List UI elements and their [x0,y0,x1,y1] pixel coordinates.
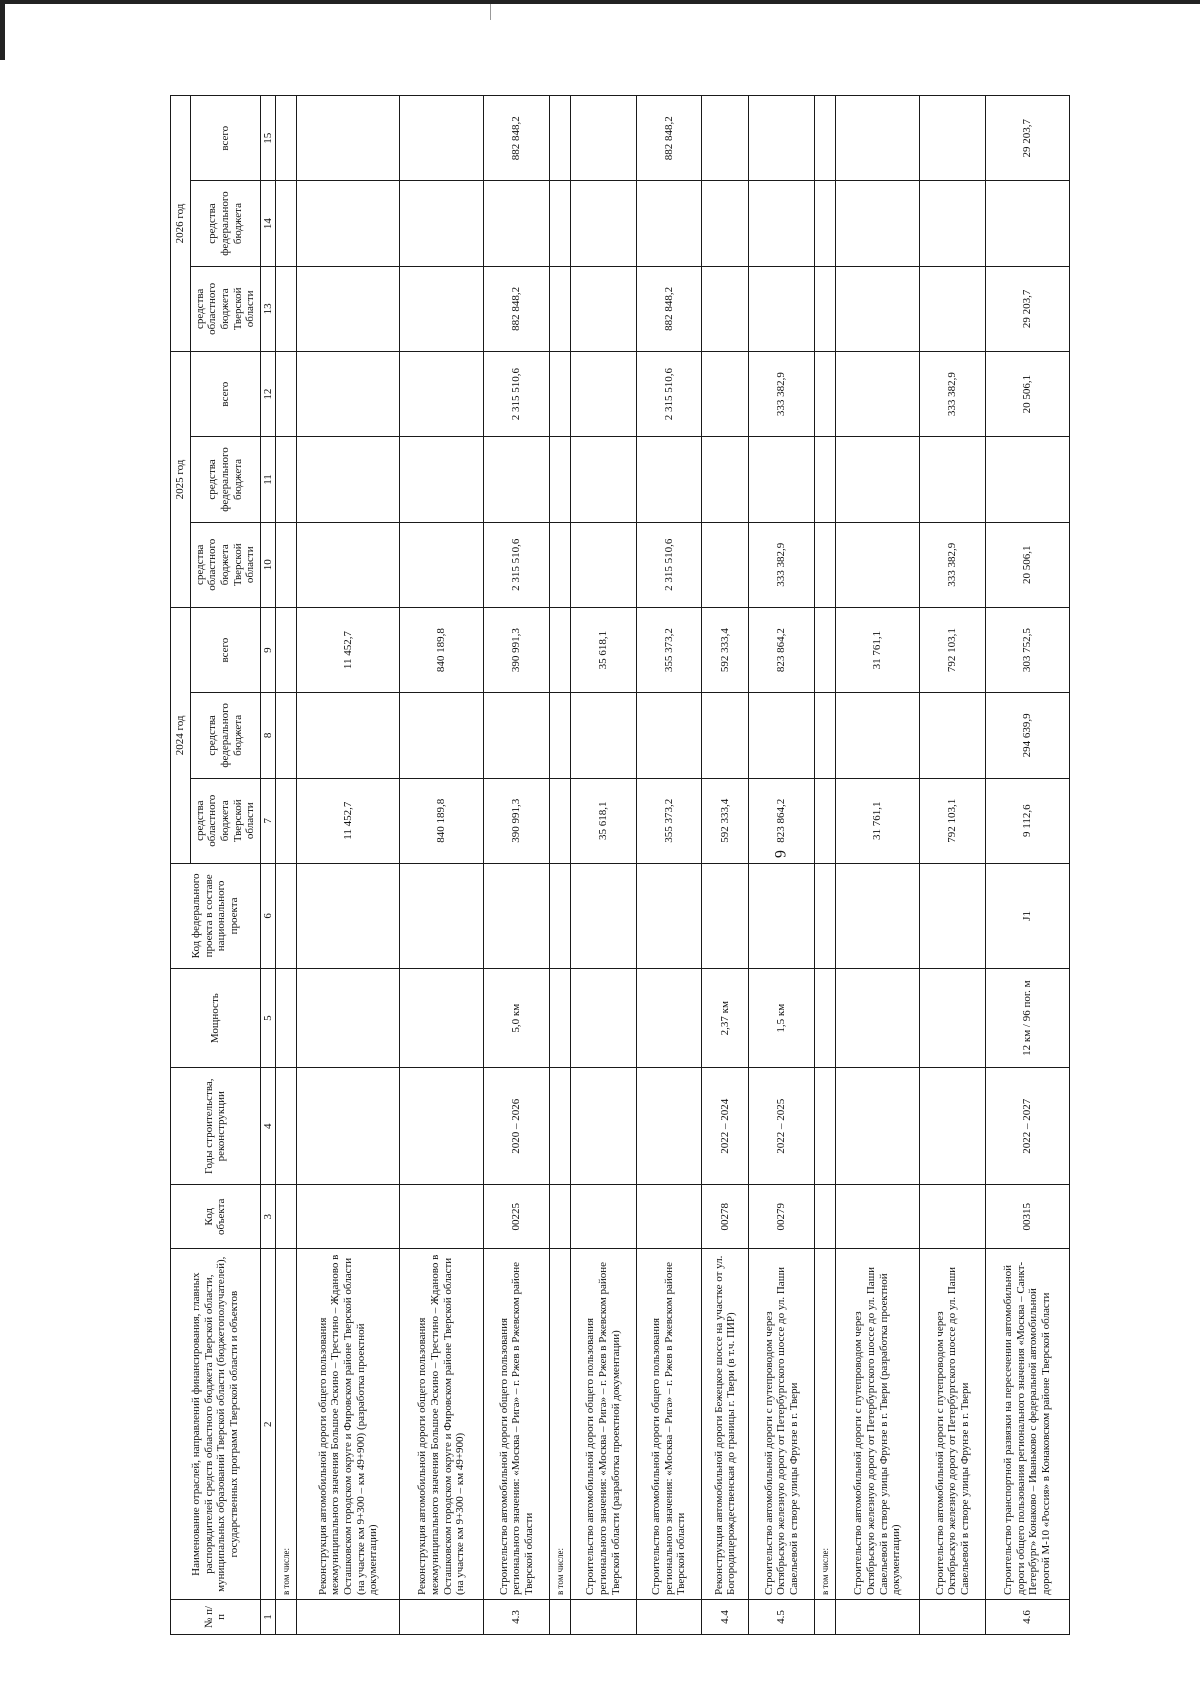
federal-2025-cell [815,437,836,522]
total-2024-cell: 11 452,7 [297,607,400,692]
regional-2025-cell [815,522,836,607]
federal-project-code-cell [749,863,815,968]
column-number: 8 [260,693,276,778]
total-2024-cell: 355 373,2 [636,607,702,692]
regional-2024-cell: 31 761,1 [836,778,920,863]
total-2026-cell: 882 848,2 [484,96,550,181]
object-code-cell: 00225 [484,1185,550,1249]
federal-project-code-cell [549,863,570,968]
construction-years-cell [570,1068,636,1185]
total-2025-cell: 333 382,9 [749,352,815,437]
object-name-cell: Реконструкция автомобильной дороги общего пользования межмуниципального значения Большое Эскино – Трестино – Жданово в Осташковском городском округе и Фировском районе Тверской области (на участке км 9+300 – км 49+900) [400,1249,484,1600]
object-code-cell [636,1185,702,1249]
object-name-cell: Строительство автомобильной дороги с путепроводом через Октябрьскую железную дорогу от Петербургского шоссе до ул. Паши Савельевой в створе улицы Фрунзе в г. Твери (разработка проектной документации) [836,1249,920,1600]
total-2026-cell [276,96,297,181]
header-total-2025: всего [190,352,260,437]
regional-2024-cell: 823 864,2 [749,778,815,863]
object-code-cell [400,1185,484,1249]
federal-2025-cell [297,437,400,522]
regional-2024-cell [276,778,297,863]
header-federal-2024: средства федерального бюджета [190,693,260,778]
table-row [749,96,815,1635]
object-code-cell: 00279 [749,1185,815,1249]
total-2026-cell [400,96,484,181]
regional-2025-cell: 20 506,1 [985,522,1069,607]
header-year-2024: 2024 год [171,607,191,863]
regional-2024-cell: 840 189,8 [400,778,484,863]
total-2026-cell: 882 848,2 [636,96,702,181]
header-year-2026: 2026 год [171,96,191,352]
regional-2025-cell [400,522,484,607]
total-2024-cell: 31 761,1 [836,607,920,692]
object-code-cell [836,1185,920,1249]
object-name-cell: Строительство автомобильной дороги общего пользования регионального значения: «Москва – Рига» – г. Ржев в Ржевском районе Тверской области [636,1249,702,1600]
capacity-cell [400,969,484,1068]
total-2024-cell: 840 189,8 [400,607,484,692]
header-regional-2024: средства областного бюджета Тверской области [190,778,260,863]
column-number: 15 [260,96,276,181]
regional-2026-cell [297,266,400,351]
total-2024-cell: 390 991,3 [484,607,550,692]
scan-edge-top [0,0,1200,4]
column-number: 1 [260,1599,276,1634]
construction-years-cell: 2022 – 2027 [985,1068,1069,1185]
column-number: 14 [260,181,276,266]
regional-2024-cell: 9 112,6 [985,778,1069,863]
regional-2024-cell: 792 103,1 [920,778,986,863]
regional-2026-cell: 882 848,2 [636,266,702,351]
object-code-cell [570,1185,636,1249]
scan-speck [490,4,491,20]
regional-2025-cell [570,522,636,607]
regional-2025-cell [549,522,570,607]
federal-project-code-cell [484,863,550,968]
regional-2026-cell: 882 848,2 [484,266,550,351]
total-2025-cell [570,352,636,437]
regional-2026-cell [549,266,570,351]
object-name-cell: Строительство автомобильной дороги общего пользования регионального значения: «Москва – Рига» – г. Ржев в Ржевском районе Тверской области (разработка проектной документации) [570,1249,636,1600]
object-name-cell: Реконструкция автомобильной дороги Бежецкое шоссе на участке от ул. Богородицерождественская до границы г. Твери (в т.ч. ПИР) [702,1249,749,1600]
federal-2026-cell [549,181,570,266]
table-row [297,96,400,1635]
regional-2026-cell [815,266,836,351]
row-number-cell [549,1599,570,1634]
regional-2026-cell [400,266,484,351]
table-row [549,96,570,1635]
capacity-cell: 2,37 км [702,969,749,1068]
federal-2024-cell [276,693,297,778]
federal-2025-cell [276,437,297,522]
table-row [985,96,1069,1635]
row-number-cell [400,1599,484,1634]
header-years: Годы строительства, реконструкции [171,1068,261,1185]
total-2024-cell: 592 333,4 [702,607,749,692]
construction-years-cell [636,1068,702,1185]
object-name-cell: Строительство автомобильной дороги с путепроводом через Октябрьскую железную дорогу от Петербургского шоссе до ул. Паши Савельевой в створе улицы Фрунзе в г. Твери [920,1249,986,1600]
object-name-cell: Строительство транспортной развязки на пересечении автомобильной дороги общего пользования регионального значения «Москва – Санкт-Петербург» Конаково – Иваньково с федеральной автомобильной дорогой М-10 «Россия» в Конаковском районе Тверской области [985,1249,1069,1600]
federal-2026-cell [836,181,920,266]
total-2025-cell [815,352,836,437]
total-2024-cell: 792 103,1 [920,607,986,692]
total-2025-cell: 20 506,1 [985,352,1069,437]
header-name: Наименование отраслей, направлений финансирования, главных распорядителей средств областного бюджета Тверской области, муниципальных образований Тверской области (бюджетополучателей), государственных программ Тверской области и объектов [171,1249,261,1600]
table-row [920,96,986,1635]
row-number-cell [636,1599,702,1634]
federal-project-code-cell [570,863,636,968]
regional-2026-cell: 29 203,7 [985,266,1069,351]
construction-years-cell [815,1068,836,1185]
federal-2024-cell [570,693,636,778]
object-code-cell [297,1185,400,1249]
table-head [171,96,261,1635]
table-row [484,96,550,1635]
object-code-cell: 00315 [985,1185,1069,1249]
regional-2024-cell: 35 618,1 [570,778,636,863]
row-number-cell [570,1599,636,1634]
capacity-cell [636,969,702,1068]
total-2025-cell: 333 382,9 [920,352,986,437]
object-code-cell: 00278 [702,1185,749,1249]
total-2026-cell: 29 203,7 [985,96,1069,181]
row-number-cell [276,1599,297,1634]
total-2026-cell [836,96,920,181]
federal-2024-cell [484,693,550,778]
row-number-cell [836,1599,920,1634]
total-2026-cell [702,96,749,181]
regional-2026-cell [702,266,749,351]
object-name-cell: в том числе: [276,1249,297,1600]
total-2025-cell: 2 315 510,6 [484,352,550,437]
capacity-cell: 12 км / 96 пог. м [985,969,1069,1068]
federal-project-code-cell [276,863,297,968]
row-number-cell [920,1599,986,1634]
budget-table [170,95,1070,1635]
federal-project-code-cell [297,863,400,968]
construction-years-cell: 2020 – 2026 [484,1068,550,1185]
row-number-cell: 4.4 [702,1599,749,1634]
federal-2026-cell [636,181,702,266]
federal-project-code-cell [636,863,702,968]
federal-project-code-cell [815,863,836,968]
object-name-cell: в том числе: [815,1249,836,1600]
federal-project-code-cell [400,863,484,968]
federal-2025-cell [484,437,550,522]
federal-2025-cell [985,437,1069,522]
federal-project-code-cell: J1 [985,863,1069,968]
row-number-cell: 4.5 [749,1599,815,1634]
federal-2024-cell [920,693,986,778]
column-number: 11 [260,437,276,522]
capacity-cell [570,969,636,1068]
total-2025-cell [702,352,749,437]
federal-2024-cell [836,693,920,778]
total-2024-cell: 303 752,5 [985,607,1069,692]
federal-2025-cell [702,437,749,522]
federal-2024-cell: 294 639,9 [985,693,1069,778]
total-2024-cell [276,607,297,692]
header-regional-2026: средства областного бюджета Тверской области [190,266,260,351]
federal-2026-cell [985,181,1069,266]
regional-2026-cell [749,266,815,351]
header-code: Код объекта [171,1185,261,1249]
row-number-cell [815,1599,836,1634]
column-number: 7 [260,778,276,863]
page-number: 6 [771,850,788,858]
federal-2026-cell [297,181,400,266]
total-2025-cell [276,352,297,437]
capacity-cell [549,969,570,1068]
object-name-cell: Строительство автомобильной дороги с путепроводом через Октябрьскую железную дорогу от Петербургского шоссе до ул. Паши Савельевой в створе улицы Фрунзе в г. Твери [749,1249,815,1600]
federal-project-code-cell [702,863,749,968]
federal-2026-cell [276,181,297,266]
column-number: 5 [260,969,276,1068]
regional-2025-cell: 2 315 510,6 [484,522,550,607]
federal-2025-cell [570,437,636,522]
total-2026-cell [549,96,570,181]
capacity-cell [297,969,400,1068]
table-container [170,95,1070,1635]
federal-2024-cell [297,693,400,778]
total-2024-cell [549,607,570,692]
federal-2025-cell [920,437,986,522]
header-fed-code: Код федерального проекта в составе национального проекта [171,863,261,968]
regional-2026-cell [920,266,986,351]
capacity-cell: 1,5 км [749,969,815,1068]
federal-2024-cell [749,693,815,778]
total-2025-cell [836,352,920,437]
regional-2025-cell [702,522,749,607]
regional-2026-cell [836,266,920,351]
row-number-cell [297,1599,400,1634]
total-2024-cell: 823 864,2 [749,607,815,692]
object-code-cell [276,1185,297,1249]
total-2024-cell [815,607,836,692]
federal-2025-cell [636,437,702,522]
column-number: 13 [260,266,276,351]
capacity-cell: 5,0 км [484,969,550,1068]
regional-2024-cell: 355 373,2 [636,778,702,863]
capacity-cell [276,969,297,1068]
construction-years-cell [920,1068,986,1185]
column-number: 4 [260,1068,276,1185]
column-number: 9 [260,607,276,692]
total-2025-cell [549,352,570,437]
federal-2024-cell [636,693,702,778]
header-total-2024: всего [190,607,260,692]
regional-2025-cell: 333 382,9 [920,522,986,607]
table-row [276,96,297,1635]
total-2026-cell [749,96,815,181]
regional-2024-cell: 592 333,4 [702,778,749,863]
federal-2024-cell [815,693,836,778]
total-2025-cell [400,352,484,437]
total-2026-cell [815,96,836,181]
regional-2026-cell [276,266,297,351]
table-row [636,96,702,1635]
construction-years-cell: 2022 – 2024 [702,1068,749,1185]
object-name-cell: в том числе: [549,1249,570,1600]
federal-2026-cell [484,181,550,266]
federal-2026-cell [702,181,749,266]
federal-2026-cell [749,181,815,266]
construction-years-cell [297,1068,400,1185]
construction-years-cell [549,1068,570,1185]
capacity-cell [815,969,836,1068]
regional-2024-cell: 11 452,7 [297,778,400,863]
table-row [836,96,920,1635]
federal-2026-cell [920,181,986,266]
construction-years-cell [276,1068,297,1185]
column-number: 6 [260,863,276,968]
table-row [815,96,836,1635]
federal-2026-cell [570,181,636,266]
federal-2024-cell [400,693,484,778]
total-2026-cell [570,96,636,181]
total-2026-cell [920,96,986,181]
column-number: 2 [260,1249,276,1600]
federal-2025-cell [836,437,920,522]
federal-2026-cell [400,181,484,266]
header-no: № п/п [171,1599,261,1634]
table-body [260,96,1069,1635]
regional-2025-cell [297,522,400,607]
header-total-2026: всего [190,96,260,181]
federal-2026-cell [815,181,836,266]
capacity-cell [836,969,920,1068]
regional-2024-cell [815,778,836,863]
federal-2025-cell [549,437,570,522]
regional-2025-cell: 2 315 510,6 [636,522,702,607]
construction-years-cell [400,1068,484,1185]
construction-years-cell [836,1068,920,1185]
header-capacity: Мощность [171,969,261,1068]
federal-2024-cell [702,693,749,778]
object-name-cell: Строительство автомобильной дороги общего пользования регионального значения: «Москва – Рига» – г. Ржев в Ржевском районе Тверской области [484,1249,550,1600]
regional-2025-cell [836,522,920,607]
row-number-cell: 4.6 [985,1599,1069,1634]
regional-2024-cell [549,778,570,863]
object-code-cell [815,1185,836,1249]
object-name-cell: Реконструкция автомобильной дороги общего пользования межмуниципального значения Большое Эскино – Трестино – Жданово в Осташковском городском округе и Фировском районе Тверской области (на участке км 9+300 – км 49+900) (разработка проектной документации) [297,1249,400,1600]
federal-2025-cell [400,437,484,522]
total-2025-cell: 2 315 510,6 [636,352,702,437]
column-number-row [260,96,276,1635]
total-2025-cell [297,352,400,437]
construction-years-cell: 2022 – 2025 [749,1068,815,1185]
federal-project-code-cell [836,863,920,968]
regional-2024-cell: 390 991,3 [484,778,550,863]
table-row [702,96,749,1635]
regional-2025-cell: 333 382,9 [749,522,815,607]
table-landscape [170,95,1070,1635]
header-regional-2025: средства областного бюджета Тверской области [190,522,260,607]
capacity-cell [920,969,986,1068]
column-number: 12 [260,352,276,437]
total-2026-cell [297,96,400,181]
regional-2025-cell [276,522,297,607]
federal-project-code-cell [920,863,986,968]
column-number: 3 [260,1185,276,1249]
regional-2026-cell [570,266,636,351]
object-code-cell [920,1185,986,1249]
federal-2025-cell [749,437,815,522]
table-row [570,96,636,1635]
column-number: 10 [260,522,276,607]
table-row [400,96,484,1635]
scan-edge-left [0,0,5,60]
object-code-cell [549,1185,570,1249]
header-federal-2025: средства федерального бюджета [190,437,260,522]
header-federal-2026: средства федерального бюджета [190,181,260,266]
total-2024-cell: 35 618,1 [570,607,636,692]
federal-2024-cell [549,693,570,778]
header-year-2025: 2025 год [171,352,191,608]
row-number-cell: 4.3 [484,1599,550,1634]
